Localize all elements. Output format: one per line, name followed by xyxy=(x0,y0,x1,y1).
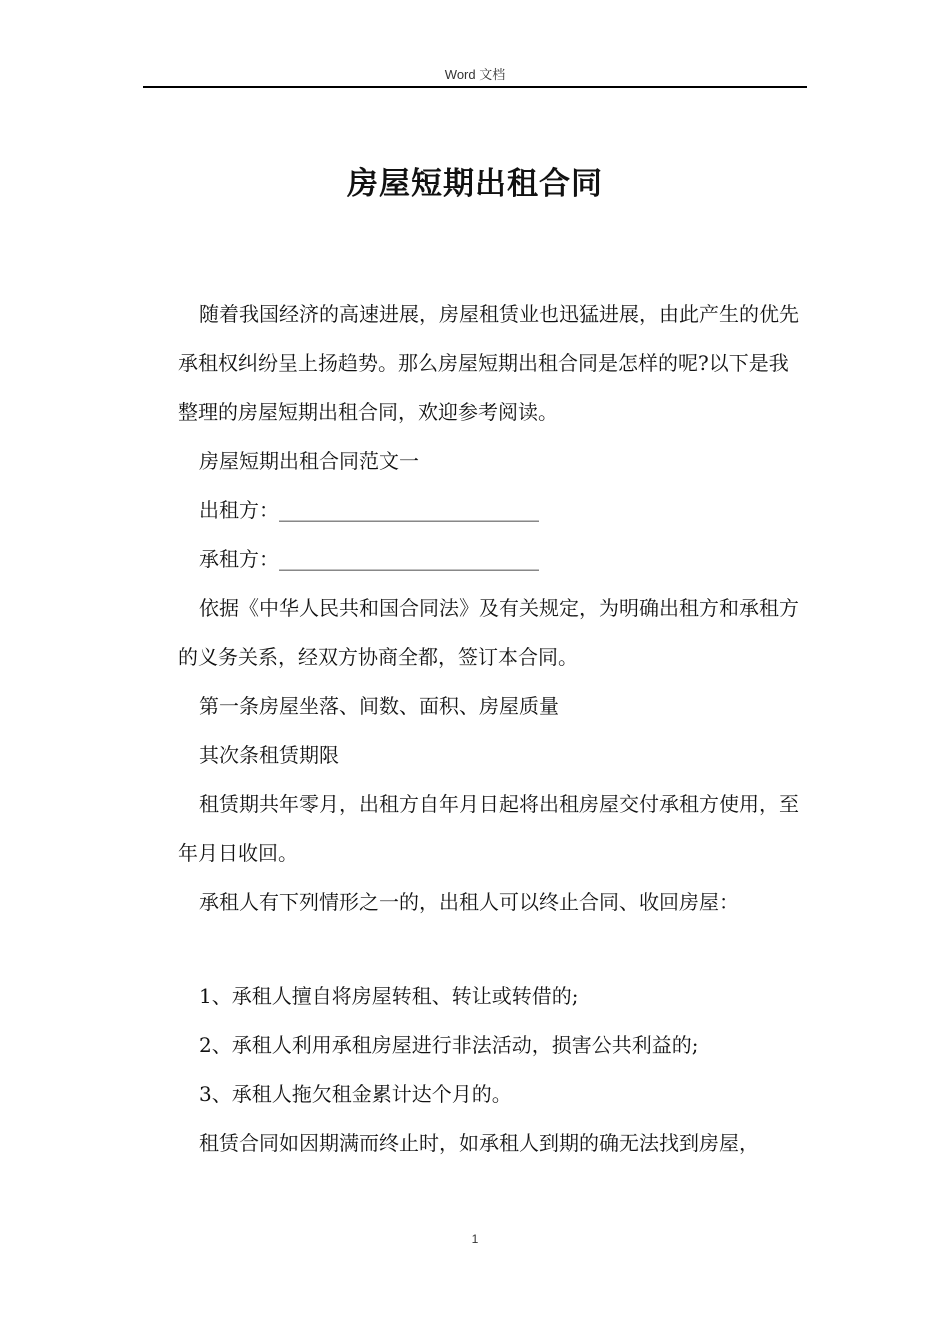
page-header: Word 文档 xyxy=(444,67,506,82)
article-two-heading: 其次条租赁期限 xyxy=(199,743,339,767)
list-item: 1、承租人擅自将房屋转租、转让或转借的; xyxy=(199,984,579,1008)
article-one-heading: 第一条房屋坐落、间数、面积、房屋质量 xyxy=(199,694,559,718)
lessee-line: 承租方：__________________________ xyxy=(199,547,539,571)
list-item: 3、承租人拖欠租金累计达个月的。 xyxy=(199,1082,512,1106)
lessor-line: 出租方：__________________________ xyxy=(199,498,539,522)
sample-heading: 房屋短期出租合同范文一 xyxy=(199,449,419,473)
basis-paragraph: 依据《中华人民共和国合同法》及有关规定，为明确出租方和承租方的义务关系，经双方协商全都，签订本合同。 xyxy=(178,596,799,669)
lease-term-paragraph: 租赁期共年零月，出租方自年月日起将出租房屋交付承租方使用，至年月日收回。 xyxy=(178,792,799,865)
page-number: 1 xyxy=(471,1232,479,1246)
intro-paragraph: 随着我国经济的高速进展，房屋租赁业也迅猛进展，由此产生的优先承租权纠纷呈上扬趋势。那么房屋短期出租合同是怎样的呢?以下是我整理的房屋短期出租合同，欢迎参考阅读。 xyxy=(178,302,799,424)
header-rule xyxy=(143,86,807,88)
expiry-paragraph: 租赁合同如因期满而终止时，如承租人到期的确无法找到房屋， xyxy=(199,1131,759,1155)
list-item: 2、承租人利用承租房屋进行非法活动，损害公共利益的; xyxy=(199,1033,699,1057)
document-title: 房屋短期出租合同 xyxy=(347,166,603,202)
document-body xyxy=(178,290,808,1168)
termination-intro: 承租人有下列情形之一的，出租人可以终止合同、收回房屋： xyxy=(199,890,739,914)
